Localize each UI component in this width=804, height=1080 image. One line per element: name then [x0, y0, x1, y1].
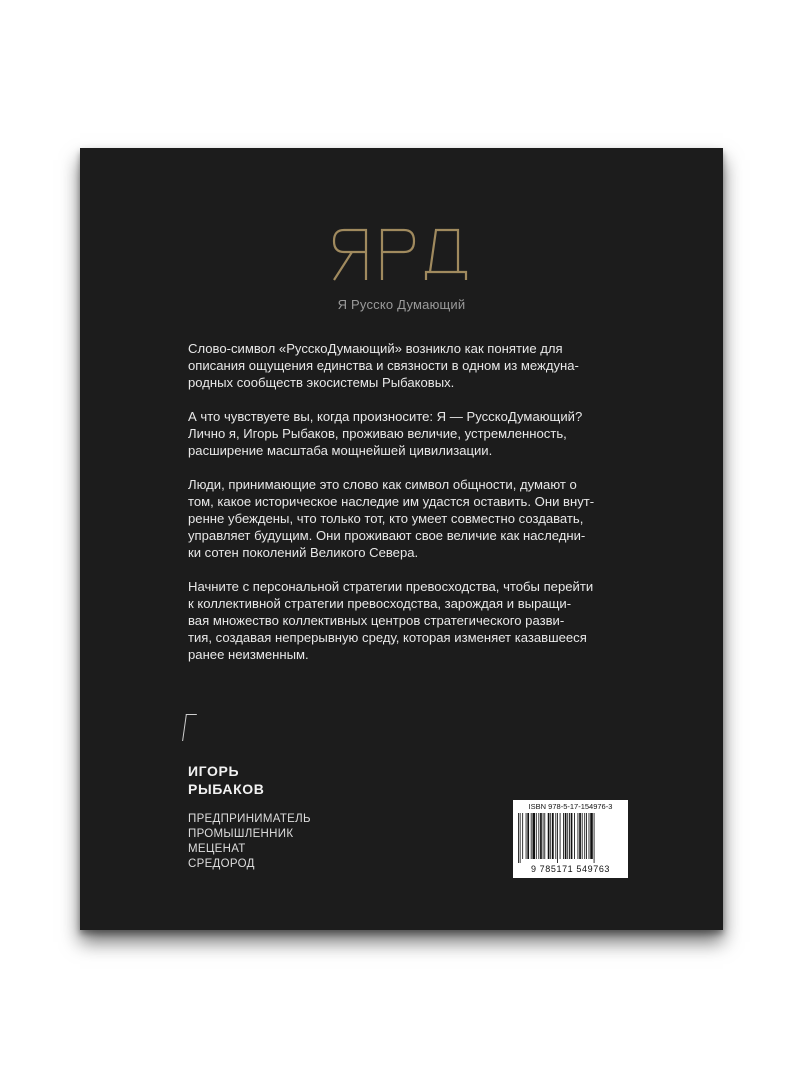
barcode-bar: [571, 813, 573, 859]
barcode-bar: [555, 813, 556, 859]
paragraph-3: Люди, принимающие это слово как символ общности, думают о том, какое историческое наследие им удастся оставить. Они внут- ренне убеждены, что только тот, кто умеет совместно создавать, управляет будущим. Они проживают свое величие как наследни- ки сотен поколений Великого Севера.: [188, 477, 595, 560]
barcode-bar: [569, 813, 570, 859]
role-item: МЕЦЕНАТ: [188, 843, 246, 855]
logo-letter-er: [382, 230, 414, 280]
barcode-bar: [594, 813, 595, 863]
barcode-bar: [526, 813, 527, 859]
yard-logo: [330, 226, 470, 282]
barcode-bar: [560, 813, 561, 859]
barcode-bar: [557, 813, 558, 863]
role-item: СРЕДОРОД: [188, 858, 255, 870]
barcode-bars: [518, 813, 623, 863]
barcode-bar: [567, 813, 568, 859]
barcode-bar: [538, 813, 539, 859]
barcode-bar: [548, 813, 550, 859]
isbn-barcode: [513, 800, 628, 878]
barcode-bar: [520, 813, 521, 863]
barcode-bar: [518, 813, 519, 863]
barcode-bar: [586, 813, 587, 859]
barcode-bar: [536, 813, 537, 859]
barcode-bar: [589, 813, 590, 859]
barcode-bar: [550, 813, 551, 859]
barcode-bar: [532, 813, 535, 859]
barcode-bar: [531, 813, 532, 859]
logo-letter-de: [426, 230, 466, 280]
barcode-bar: [579, 813, 581, 859]
author-last-name: РЫБАКОВ: [188, 781, 265, 797]
barcode-bar: [578, 813, 579, 859]
barcode-bar: [543, 813, 544, 859]
paragraph-2: А что чувствуете вы, когда произносите: Я — РусскоДумающий? Лично я, Игорь Рыбаков, проживаю величие, устремленность, расширение масштаба мощнейшей цивилизации.: [188, 409, 583, 458]
barcode-bar: [565, 813, 567, 859]
author-roles: [188, 812, 311, 872]
isbn-label: ISBN 978-5-17-154976-3: [528, 802, 613, 811]
barcode-bar: [544, 813, 545, 859]
barcode-bar: [584, 813, 585, 859]
logo-letter-ya: [334, 230, 366, 280]
author-name: [188, 762, 264, 798]
barcode-digits: 9 785171 549763: [530, 864, 611, 874]
barcode-bar: [527, 813, 529, 859]
barcode-bar: [590, 813, 593, 859]
paragraph-4: Начните с персональной стратегии превосходства, чтобы перейти к коллективной стратегии превосходства, зарождая и выращи- вая множество коллективных центров стратегического разви- тия, создавая непрерывную среду, которая изменяет казавшееся ранее неизменным.: [188, 579, 594, 662]
role-item: ПРОМЫШЛЕННИК: [188, 828, 294, 840]
barcode-bar: [552, 813, 554, 859]
barcode-bar: [522, 813, 523, 859]
author-first-name: ИГОРЬ: [188, 763, 240, 779]
book-back-cover: [80, 148, 723, 930]
paragraph-1: Слово-символ «РусскоДумающий» возникло как понятие для описания ощущения единства и связности в одном из междуна- родных сообществ экосистемы Рыбаковых.: [188, 341, 579, 390]
barcode-bar: [540, 813, 542, 859]
barcode-bar: [574, 813, 575, 859]
role-item: ПРЕДПРИНИМАТЕЛЬ: [188, 813, 311, 825]
corner-bracket-decoration: [182, 714, 197, 741]
tagline: Я Русско Думающий: [337, 297, 466, 312]
barcode-bar: [563, 813, 564, 859]
barcode-bar: [582, 813, 583, 859]
